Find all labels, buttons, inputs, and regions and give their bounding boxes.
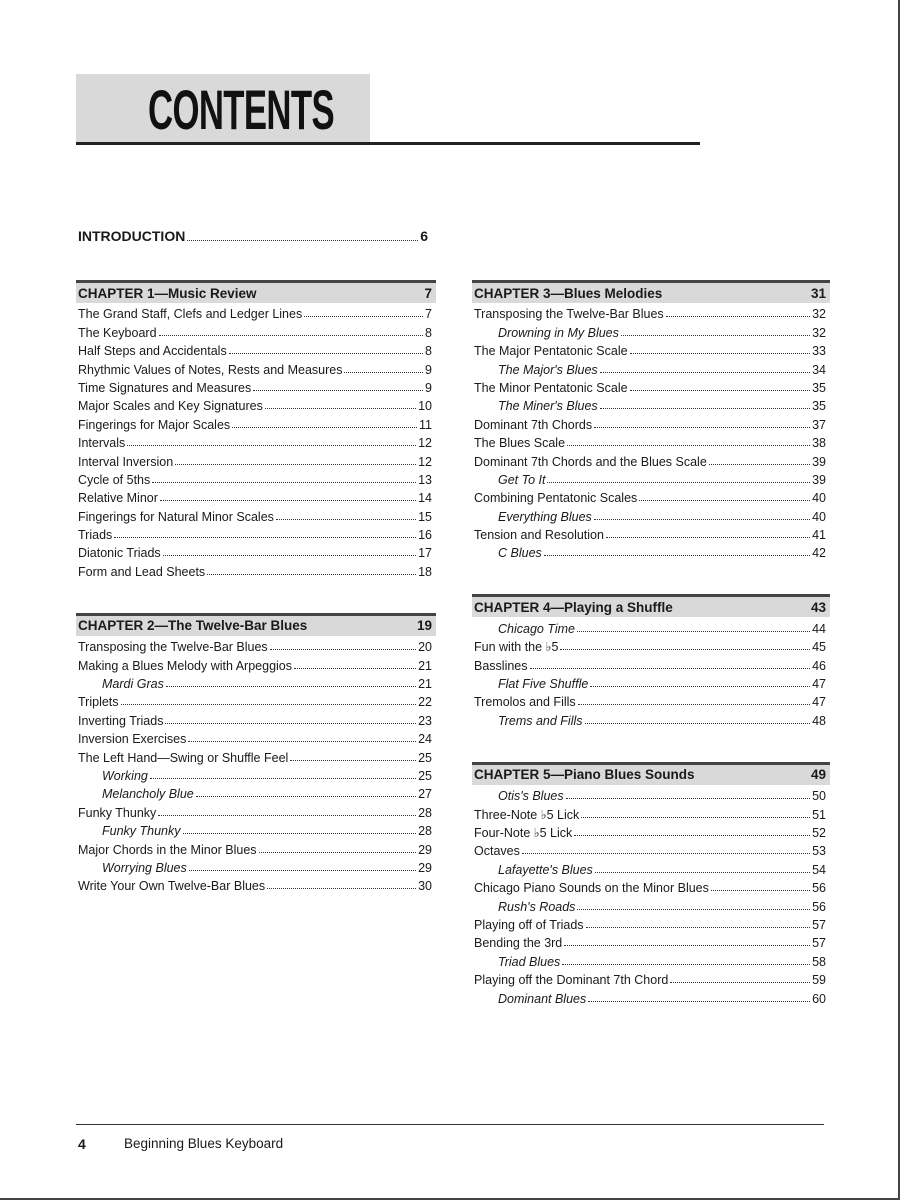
leader-dots (207, 574, 416, 575)
entry-page: 46 (812, 658, 826, 673)
toc-column-right (472, 280, 830, 1006)
entry-label: Combining Pentatonic Scales (474, 491, 638, 506)
entry-page: 57 (812, 936, 826, 951)
entry-page: 52 (812, 825, 826, 840)
footer-book-title: Beginning Blues Keyboard (124, 1136, 284, 1151)
entry-label: Triad Blues (498, 954, 561, 969)
leader-dots (152, 482, 416, 483)
leader-dots (344, 372, 423, 373)
toc-subentry[interactable] (76, 765, 436, 783)
leader-dots (159, 335, 424, 336)
entry-page: 33 (812, 344, 826, 359)
leader-dots (175, 464, 416, 465)
leader-dots (577, 909, 810, 910)
toc-entry[interactable] (76, 728, 436, 746)
leader-dots (594, 519, 810, 520)
entry-page: 58 (812, 954, 826, 969)
entry-label: Get To It (498, 472, 546, 487)
chapter-title: CHAPTER 2—The Twelve-Bar Blues (78, 618, 308, 634)
leader-dots (560, 649, 810, 650)
footer-page-number: 4 (78, 1136, 86, 1152)
leader-dots (267, 888, 416, 889)
entry-page: 56 (812, 899, 826, 914)
entry-page: 60 (812, 991, 826, 1006)
footer-rule (76, 1124, 824, 1125)
entry-page: 8 (425, 344, 432, 359)
entry-page: 23 (418, 713, 432, 728)
toc-entry[interactable] (76, 875, 436, 893)
leader-dots (574, 835, 810, 836)
page-title: CONTENTS (148, 78, 334, 141)
leader-dots (585, 723, 811, 724)
entry-label: The Major's Blues (498, 362, 598, 377)
toc-subentry[interactable] (472, 895, 830, 913)
leader-dots (522, 853, 810, 854)
entry-page: 10 (418, 399, 432, 414)
toc-subentry[interactable] (76, 783, 436, 801)
entry-label: The Major Pentatonic Scale (474, 344, 628, 359)
toc-entry[interactable] (76, 377, 436, 395)
toc-entry[interactable] (76, 746, 436, 764)
toc-subentry[interactable] (76, 820, 436, 838)
entry-label: Trems and Fills (498, 713, 583, 728)
toc-entry[interactable] (76, 524, 436, 542)
leader-dots (294, 668, 416, 669)
entry-label: Major Scales and Key Signatures (78, 399, 263, 414)
entry-label: Bending the 3rd (474, 936, 563, 951)
entry-page: 47 (812, 677, 826, 692)
leader-dots (566, 798, 810, 799)
leader-dots (600, 408, 810, 409)
entry-page: 40 (812, 509, 826, 524)
entry-label: The Grand Staff, Clefs and Ledger Lines (78, 307, 303, 322)
leader-dots (562, 964, 810, 965)
toc-entry[interactable] (76, 358, 436, 376)
entry-label: Worrying Blues (102, 860, 187, 875)
toc-entry[interactable] (76, 542, 436, 560)
entry-label: Flat Five Shuffle (498, 677, 589, 692)
entry-page: 12 (418, 436, 432, 451)
toc-entry[interactable] (472, 377, 830, 395)
entry-page: 54 (812, 862, 826, 877)
entry-label: Funky Thunky (78, 805, 157, 820)
entry-label: Rhythmic Values of Notes, Rests and Measures (78, 362, 343, 377)
entry-label: Diatonic Triads (78, 546, 161, 561)
entry-page: 34 (812, 362, 826, 377)
toc-subentry[interactable] (472, 987, 830, 1005)
entry-label: Fun with the ♭5 (474, 640, 559, 655)
toc-subentry[interactable] (76, 857, 436, 875)
entry-page: 37 (812, 417, 826, 432)
chapter-page: 7 (424, 285, 432, 301)
leader-dots (187, 240, 418, 241)
chapter-title: CHAPTER 4—Playing a Shuffle (474, 599, 673, 615)
entry-page: 53 (812, 844, 826, 859)
leader-dots (595, 872, 810, 873)
entry-page: 29 (418, 842, 432, 857)
toc-entry[interactable] (472, 691, 830, 709)
leader-dots (259, 852, 417, 853)
toc-entry[interactable] (472, 340, 830, 358)
leader-dots (158, 815, 416, 816)
entry-label: Tension and Resolution (474, 528, 604, 543)
entry-page: 15 (418, 509, 432, 524)
entry-page: 56 (812, 881, 826, 896)
chapter-title: CHAPTER 5—Piano Blues Sounds (474, 767, 695, 783)
leader-dots (544, 555, 810, 556)
toc-entry[interactable] (76, 432, 436, 450)
entry-page: 51 (812, 807, 826, 822)
entry-label: C Blues (498, 546, 542, 561)
entry-label: Form and Lead Sheets (78, 564, 206, 579)
leader-dots (189, 870, 416, 871)
entry-page: 21 (418, 677, 432, 692)
toc-entry[interactable] (472, 524, 830, 542)
entry-label: Dominant 7th Chords (474, 417, 593, 432)
chapter-heading[interactable] (472, 762, 830, 785)
entry-page: 8 (425, 325, 432, 340)
entry-page: 17 (418, 546, 432, 561)
entry-page: 50 (812, 789, 826, 804)
entry-page: 39 (812, 454, 826, 469)
entry-label: Triads (78, 528, 113, 543)
entry-page: 59 (812, 973, 826, 988)
toc-entry[interactable] (472, 432, 830, 450)
leader-dots (304, 316, 423, 317)
chapter-heading[interactable] (472, 594, 830, 617)
entry-label: Rush's Roads (498, 899, 576, 914)
entry-page: 21 (418, 658, 432, 673)
entry-page: 28 (418, 805, 432, 820)
chapter-title: CHAPTER 1—Music Review (78, 285, 257, 301)
toc-entry[interactable] (76, 395, 436, 413)
entry-label: Playing off of Triads (474, 917, 584, 932)
chapter-spacer (472, 560, 830, 594)
entry-page: 32 (812, 307, 826, 322)
leader-dots (666, 316, 810, 317)
leader-dots (160, 500, 416, 501)
leader-dots (630, 390, 811, 391)
toc-subentry[interactable] (472, 469, 830, 487)
entry-label: Working (102, 768, 148, 783)
title-rule (76, 142, 700, 145)
entry-label: Relative Minor (78, 491, 158, 506)
toc-entry[interactable] (76, 505, 436, 523)
toc-column-left (76, 280, 436, 893)
leader-dots (114, 537, 416, 538)
entry-label: Three-Note ♭5 Lick (474, 807, 580, 822)
toc-entry[interactable] (76, 560, 436, 578)
toc-entry-introduction[interactable] (78, 228, 428, 245)
leader-dots (630, 353, 811, 354)
leader-dots (150, 778, 416, 779)
entry-label: Cycle of 5ths (78, 472, 151, 487)
entry-label: Chicago Piano Sounds on the Minor Blues (474, 881, 709, 896)
toc-subentry[interactable] (76, 673, 436, 691)
leader-dots (606, 537, 810, 538)
entry-label: The Keyboard (78, 325, 157, 340)
leader-dots (265, 408, 416, 409)
entry-page: 25 (418, 768, 432, 783)
entry-page: 7 (425, 307, 432, 322)
entry-page: 25 (418, 750, 432, 765)
toc-entry[interactable] (76, 709, 436, 727)
chapter-spacer (76, 579, 436, 613)
entry-label: Drowning in My Blues (498, 325, 619, 340)
chapter-heading[interactable] (76, 280, 436, 303)
toc-subentry[interactable] (472, 950, 830, 968)
entry-page: 40 (812, 491, 826, 506)
leader-dots (600, 372, 810, 373)
chapter-page: 49 (810, 767, 826, 783)
entry-page: 38 (812, 436, 826, 451)
entry-page: 27 (418, 787, 432, 802)
toc-subentry[interactable] (472, 395, 830, 413)
entry-label: Inverting Triads (78, 713, 164, 728)
entry-label: Making a Blues Melody with Arpeggios (78, 658, 293, 673)
entry-page: 47 (812, 695, 826, 710)
entry-page: 16 (418, 528, 432, 543)
entry-label: Everything Blues (498, 509, 592, 524)
toc-entry[interactable] (76, 303, 436, 321)
leader-dots (709, 464, 810, 465)
leader-dots (229, 353, 423, 354)
entry-page: 32 (812, 325, 826, 340)
entry-label: Melancholy Blue (102, 787, 194, 802)
chapter-heading[interactable] (472, 280, 830, 303)
leader-dots (276, 519, 416, 520)
toc-subentry[interactable] (472, 542, 830, 560)
chapter-page: 31 (810, 285, 826, 301)
toc-subentry[interactable] (472, 505, 830, 523)
chapter-page: 19 (416, 618, 432, 634)
entry-page: 13 (418, 472, 432, 487)
leader-dots (270, 649, 416, 650)
leader-dots (165, 723, 416, 724)
entry-label: The Left Hand—Swing or Shuffle Feel (78, 750, 289, 765)
leader-dots (670, 982, 810, 983)
entry-label: Mardi Gras (102, 677, 164, 692)
leader-dots (290, 760, 416, 761)
leader-dots (121, 704, 417, 705)
entry-page: 29 (418, 860, 432, 875)
entry-page: 35 (812, 380, 826, 395)
entry-label: Half Steps and Accidentals (78, 344, 227, 359)
entry-page: 24 (418, 732, 432, 747)
leader-dots (586, 927, 811, 928)
leader-dots (639, 500, 810, 501)
entry-page: 11 (419, 417, 432, 432)
leader-dots (577, 631, 810, 632)
toc-entry[interactable] (472, 413, 830, 431)
toc-subentry[interactable] (472, 709, 830, 727)
entry-page: 44 (812, 621, 826, 636)
toc-entry[interactable] (472, 303, 830, 321)
leader-dots (590, 686, 810, 687)
toc-entry[interactable] (472, 840, 830, 858)
toc-entry[interactable] (472, 803, 830, 821)
leader-dots (530, 668, 811, 669)
toc-entry[interactable] (472, 932, 830, 950)
toc-entry[interactable] (472, 487, 830, 505)
leader-dots (163, 555, 416, 556)
toc-entry[interactable] (76, 340, 436, 358)
entry-label: INTRODUCTION (78, 228, 186, 244)
entry-page: 57 (812, 917, 826, 932)
toc-subentry[interactable] (472, 785, 830, 803)
entry-page: 9 (425, 380, 432, 395)
chapter-page: 43 (810, 599, 826, 615)
entry-label: Fingerings for Major Scales (78, 417, 231, 432)
toc-entry[interactable] (472, 914, 830, 932)
chapter-spacer (472, 728, 830, 762)
leader-dots (232, 427, 417, 428)
toc-entry[interactable] (76, 413, 436, 431)
leader-dots (188, 741, 416, 742)
toc-entry[interactable] (76, 691, 436, 709)
leader-dots (594, 427, 810, 428)
entry-label: Interval Inversion (78, 454, 174, 469)
entry-label: Basslines (474, 658, 528, 673)
leader-dots (127, 445, 416, 446)
entry-label: Tremolos and Fills (474, 695, 576, 710)
toc-entry[interactable] (76, 636, 436, 654)
entry-page: 45 (812, 640, 826, 655)
entry-page: 9 (425, 362, 432, 377)
entry-label: Funky Thunky (102, 824, 181, 839)
entry-label: Octaves (474, 844, 520, 859)
entry-page: 22 (418, 695, 432, 710)
leader-dots (253, 390, 423, 391)
chapter-title: CHAPTER 3—Blues Melodies (474, 285, 663, 301)
entry-page: 30 (418, 879, 432, 894)
entry-label: Major Chords in the Minor Blues (78, 842, 257, 857)
entry-label: Write Your Own Twelve-Bar Blues (78, 879, 266, 894)
toc-subentry[interactable] (472, 858, 830, 876)
entry-page: 18 (418, 564, 432, 579)
toc-entry[interactable] (76, 487, 436, 505)
entry-label: Transposing the Twelve-Bar Blues (474, 307, 664, 322)
leader-dots (567, 445, 810, 446)
entry-label: Four-Note ♭5 Lick (474, 825, 573, 840)
entry-page: 14 (418, 491, 432, 506)
toc-entry[interactable] (472, 877, 830, 895)
toc-entry[interactable] (472, 822, 830, 840)
entry-label: The Miner's Blues (498, 399, 598, 414)
chapter-heading[interactable] (76, 613, 436, 636)
entry-label: The Minor Pentatonic Scale (474, 380, 628, 395)
toc-entry[interactable] (76, 838, 436, 856)
entry-page: 41 (812, 528, 826, 543)
toc-subentry[interactable] (472, 673, 830, 691)
entry-label: Chicago Time (498, 621, 576, 636)
entry-label: Lafayette's Blues (498, 862, 593, 877)
entry-page: 28 (418, 824, 432, 839)
entry-label: Transposing the Twelve-Bar Blues (78, 640, 268, 655)
leader-dots (564, 945, 810, 946)
entry-label: Time Signatures and Measures (78, 380, 252, 395)
leader-dots (183, 833, 417, 834)
entry-label: The Blues Scale (474, 436, 566, 451)
leader-dots (588, 1001, 810, 1002)
toc-subentry[interactable] (472, 321, 830, 339)
leader-dots (621, 335, 810, 336)
entry-label: Inversion Exercises (78, 732, 187, 747)
entry-page: 20 (418, 640, 432, 655)
leader-dots (578, 704, 810, 705)
toc-subentry[interactable] (472, 617, 830, 635)
leader-dots (196, 796, 416, 797)
toc-entry[interactable] (472, 636, 830, 654)
entry-page: 35 (812, 399, 826, 414)
toc-entry[interactable] (76, 654, 436, 672)
entry-page: 12 (418, 454, 432, 469)
toc-entry[interactable] (76, 469, 436, 487)
entry-label: Triplets (78, 695, 119, 710)
leader-dots (581, 817, 810, 818)
toc-entry[interactable] (472, 969, 830, 987)
entry-label: Dominant 7th Chords and the Blues Scale (474, 454, 707, 469)
toc-entry[interactable] (472, 450, 830, 468)
toc-entry[interactable] (76, 321, 436, 339)
toc-entry[interactable] (76, 450, 436, 468)
toc-entry[interactable] (472, 654, 830, 672)
entry-page: 42 (812, 546, 826, 561)
leader-dots (547, 482, 810, 483)
entry-label: Fingerings for Natural Minor Scales (78, 509, 274, 524)
entry-label: Otis's Blues (498, 789, 564, 804)
leader-dots (166, 686, 416, 687)
entry-page: 39 (812, 472, 826, 487)
leader-dots (711, 890, 810, 891)
entry-label: Dominant Blues (498, 991, 587, 1006)
toc-subentry[interactable] (472, 358, 830, 376)
entry-label: Intervals (78, 436, 126, 451)
toc-entry[interactable] (76, 801, 436, 819)
entry-page: 48 (812, 713, 826, 728)
entry-label: Playing off the Dominant 7th Chord (474, 973, 669, 988)
entry-page: 6 (420, 228, 428, 244)
